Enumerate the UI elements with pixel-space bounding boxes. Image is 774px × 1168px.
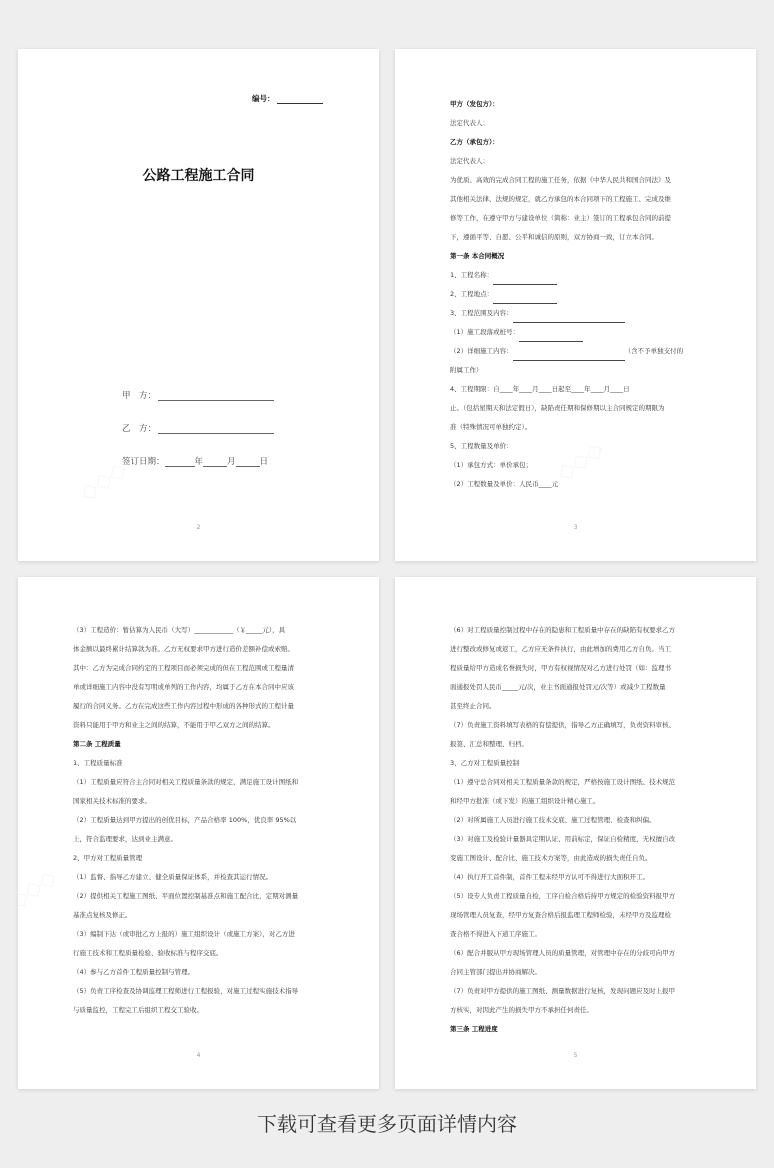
line-text: 合同主管部门提出并协商解决。 — [450, 968, 541, 976]
day-blank — [236, 457, 260, 467]
line-text: （3）对施工及检验计量器具定期认证、用前标定，保证自检精度，无权擅自改 — [450, 835, 676, 843]
text-line — [73, 906, 326, 925]
watermark — [75, 457, 131, 507]
text-line — [73, 811, 326, 830]
fill-blank — [513, 353, 625, 361]
section-heading — [450, 95, 703, 114]
text-line — [73, 830, 326, 849]
line-text: 1、工程质量标准 — [73, 759, 123, 767]
line-text: 甚至终止合同。 — [450, 702, 496, 710]
line-text: 第二条 工程质量 — [73, 740, 121, 748]
line-text: （5）设专人负责工程质量自检，工序自检合格后持甲方规定的检验资料报甲方 — [450, 892, 676, 900]
watermark — [18, 865, 61, 915]
year-label: 年 — [194, 457, 204, 467]
line-text: （2）提供相关工程施工图纸、平面位置控制基准点和施工配合比，定期对测量 — [73, 892, 299, 900]
line-text: 修等工作，在遵守甲方与建设单位（简称：业主）签订的工程承包合同的前提 — [450, 214, 671, 222]
line-text: 现场管理人员复查，经甲方复查合格后报监理工程师检验，未经甲方及监理检 — [450, 911, 671, 919]
text-line — [450, 944, 703, 963]
page-3-body — [450, 95, 703, 494]
day-label: 日 — [259, 457, 269, 467]
text-line — [450, 792, 703, 811]
text-line — [450, 621, 703, 640]
line-text: （7）负责对甲方提供的施工图纸、测量数据进行复核，发现问题应及时上报甲 — [450, 987, 676, 995]
line-text: 体金额以最终累计结算款为准。乙方无权要求甲方进行造价差额补偿或索赔。 — [73, 645, 294, 653]
contract-number — [252, 93, 323, 104]
text-line — [450, 418, 703, 437]
line-text: （1）工程质量应符合主合同对相关工程质量条款的规定，满足施工设计图纸和 — [73, 778, 299, 786]
fill-blank — [513, 315, 625, 323]
line-text: （2）详细施工内容： — [450, 347, 513, 355]
line-text: （1）施工段落或桩号： — [450, 328, 520, 336]
text-line — [73, 925, 326, 944]
month-label: 月 — [227, 457, 236, 467]
text-line — [450, 925, 703, 944]
text-line — [73, 1001, 326, 1020]
line-text: 和经甲方批准（或下发）的施工组织设计精心施工。 — [450, 797, 600, 805]
line-text: 附属工作） — [450, 366, 483, 374]
page-4 — [18, 577, 379, 1089]
contract-number-blank — [277, 95, 323, 104]
line-text-after: （含不予单独支付的 — [624, 347, 684, 355]
text-line — [73, 754, 326, 773]
line-text: 第三条 工程进度 — [450, 1025, 498, 1033]
download-more-caption: 下载可查看更多页面详情内容 — [257, 1112, 517, 1136]
line-text: （3）工程造价：暂估算为人民币（大写）____________（￥_____元），具 — [73, 626, 286, 634]
section-heading — [450, 1020, 703, 1039]
page-4-body — [73, 621, 326, 1020]
contract-number-label: 编号： — [252, 94, 275, 103]
line-text: 基准点复核及修正。 — [73, 911, 132, 919]
line-text: 法定代表人： — [450, 119, 489, 127]
text-line — [73, 716, 326, 735]
year-blank — [165, 457, 195, 467]
text-line — [450, 380, 703, 399]
line-text: 止。（包括星期天和法定假日），缺陷责任期和保修期以主合同规定的期限为 — [450, 404, 665, 412]
text-line — [73, 963, 326, 982]
text-line — [450, 982, 703, 1001]
text-line — [450, 361, 703, 380]
text-line — [450, 963, 703, 982]
text-line — [450, 171, 703, 190]
page-2-cover — [18, 49, 379, 561]
section-heading — [450, 247, 703, 266]
text-line — [450, 114, 703, 133]
text-line — [73, 640, 326, 659]
text-line — [450, 678, 703, 697]
line-text: （2）工程数量及单价：人民币____元 — [450, 480, 559, 488]
page-number: 2 — [196, 524, 201, 531]
line-text: 行施工技术和工程质量检验、验收标准与程序交底。 — [73, 949, 223, 957]
text-line — [73, 868, 326, 887]
text-line — [73, 849, 326, 868]
fill-blank — [493, 277, 557, 285]
text-line — [450, 190, 703, 209]
line-text: 法定代表人： — [450, 157, 489, 165]
month-blank — [203, 457, 227, 467]
text-line — [450, 697, 703, 716]
line-text: 下，遵循平等、自愿、公平和诚信的原则，双方协商一致，订立本合同。 — [450, 233, 658, 241]
text-line — [450, 1001, 703, 1020]
text-line — [450, 849, 703, 868]
text-line — [73, 887, 326, 906]
page-3 — [395, 49, 756, 561]
line-text: 上，符合监理要求，达到业主满意。 — [73, 835, 177, 843]
text-line — [73, 982, 326, 1001]
text-line — [450, 773, 703, 792]
text-line — [450, 659, 703, 678]
sign-date-line — [122, 455, 268, 467]
line-text: 2、甲方对工程质量管理 — [73, 854, 143, 862]
sign-date-label: 签订日期： — [122, 457, 165, 467]
party-b-label: 乙 方： — [122, 424, 157, 434]
text-line — [450, 735, 703, 754]
line-text: 3、乙方对工程质量控制 — [450, 759, 520, 767]
text-line — [450, 399, 703, 418]
line-text: （6）对工程质量控制过程中存在的隐患和工程质量中存在的缺陷有权要求乙方 — [450, 626, 676, 634]
text-line — [450, 811, 703, 830]
line-text: 乙方（承包方）： — [450, 138, 499, 146]
text-line — [73, 944, 326, 963]
line-text: 变施工图设计、配合比、施工技术方案等，由此造成的损失责任自负。 — [450, 854, 652, 862]
text-line — [450, 152, 703, 171]
line-text: 与质量监控，工程完工后组织工程交工验收。 — [73, 1006, 203, 1014]
line-text: 履行的合同义务。乙方在完成这些工作内容过程中形成的各种形式的工程计量 — [73, 702, 294, 710]
page-number: 4 — [196, 1052, 201, 1059]
text-line — [450, 304, 703, 323]
party-a-label: 甲 方： — [122, 391, 157, 401]
page-5-body — [450, 621, 703, 1039]
party-a-blank — [158, 391, 274, 401]
page-number: 3 — [573, 524, 578, 531]
contract-title: 公路工程施工合同 — [142, 168, 255, 184]
line-text: （1）遵守总合同对相关工程质量条款的规定，严格按施工设计图纸、技术规范 — [450, 778, 676, 786]
section-heading — [73, 735, 326, 754]
text-line — [73, 659, 326, 678]
line-text: 5、工程数量及单价： — [450, 442, 513, 450]
line-text: （7）负责施工资料填写表格的有偿提供，指导乙方正确填写，负责资料审核、 — [450, 721, 676, 729]
line-text: 报签、汇总和整理、归档。 — [450, 740, 528, 748]
text-line — [450, 228, 703, 247]
line-text: 3、工程范围及内容： — [450, 309, 513, 317]
text-line — [73, 697, 326, 716]
party-b-line — [122, 422, 274, 434]
line-text: 程质量给甲方造成名誉损失时，甲方有权视情况对乙方进行处罚（如：监理书 — [450, 664, 671, 672]
line-text: （1）监督、指导乙方建立、健全质量保证体系，并检查其运行情况。 — [73, 873, 273, 881]
fill-blank — [519, 334, 583, 342]
line-text: 面通报处罚人民币_____元/次，业主书面通报处罚元/次等）或减少工程数量 — [450, 683, 666, 691]
line-text: 准（特殊情况可单独约定）。 — [450, 423, 532, 431]
text-line — [73, 773, 326, 792]
section-heading — [450, 133, 703, 152]
line-text: 进行整改或修复或返工，乙方应无条件执行，由此增加的费用乙方自负。当工 — [450, 645, 671, 653]
text-line — [450, 887, 703, 906]
line-text: （1）承包方式：单价承包； — [450, 461, 533, 469]
line-text: （6）配合并服从甲方现场管理人员的质量管理，对管理中存在的分歧可向甲方 — [450, 949, 676, 957]
line-text: 2、工程地点： — [450, 290, 494, 298]
text-line — [450, 266, 703, 285]
line-text: 第一条 本合同概况 — [450, 252, 505, 260]
party-b-blank — [158, 424, 274, 434]
page-number: 5 — [573, 1052, 578, 1059]
line-text: （4）参与乙方首件工程质量控制与管理。 — [73, 968, 195, 976]
line-text: 国家相关技术标准的要求。 — [73, 797, 151, 805]
line-text: 其他相关法律、法规的规定，就乙方承包的本合同项下的工程施工、完成及维 — [450, 195, 671, 203]
text-line — [450, 754, 703, 773]
line-text: 方核实，对因此产生的损失甲方不承担任何责任。 — [450, 1006, 593, 1014]
text-line — [73, 621, 326, 640]
line-text: （2）对所属施工人员进行施工技术交底、施工过程管理、检查和纠偏。 — [450, 816, 656, 824]
text-line — [450, 209, 703, 228]
fill-blank — [493, 296, 557, 304]
line-text: （3）编制下达（或审批乙方上报的）施工组织设计（或施工方案），对乙方进 — [73, 930, 295, 938]
line-text: 其中：乙方为完成合同约定的工程项目而必须完成的但在工程范围或工程量清 — [73, 664, 294, 672]
line-text: 资料只能用于甲方和业主之间的结算，不能用于甲乙双方之间的结算。 — [73, 721, 275, 729]
line-text: 4、工程期限：自____年____月____日起至____年____月____日 — [450, 385, 630, 393]
line-text: （4）执行开工首件制，首件工程未经甲方认可不得进行大面积开工。 — [450, 873, 650, 881]
page-5 — [395, 577, 756, 1089]
line-text: 甲方（发包方）： — [450, 100, 499, 108]
line-text: 1、工程名称： — [450, 271, 494, 279]
text-line — [73, 678, 326, 697]
text-line — [450, 906, 703, 925]
text-line — [450, 285, 703, 304]
line-text: （2）工程质量达到甲方提出的创优目标，产品合格率 100%，优良率 95%以 — [73, 816, 297, 824]
line-text: （5）负责工序检查及协调监理工程师进行工程报验，对施工过程实施技术指导 — [73, 987, 299, 995]
line-text: 单或详细施工内容中没有写明或单列的工作内容，均属于乙方在本合同中应该 — [73, 683, 294, 691]
text-line — [73, 792, 326, 811]
text-line — [450, 323, 703, 342]
text-line — [450, 640, 703, 659]
line-text: 查合格不得进入下道工序施工。 — [450, 930, 541, 938]
line-text: 为优质、高效的完成合同工程的施工任务，依据《中华人民共和国合同法》及 — [450, 176, 671, 184]
text-line — [450, 716, 703, 735]
text-line — [450, 830, 703, 849]
text-line — [450, 868, 703, 887]
party-a-line — [122, 389, 274, 401]
text-line — [450, 342, 703, 361]
